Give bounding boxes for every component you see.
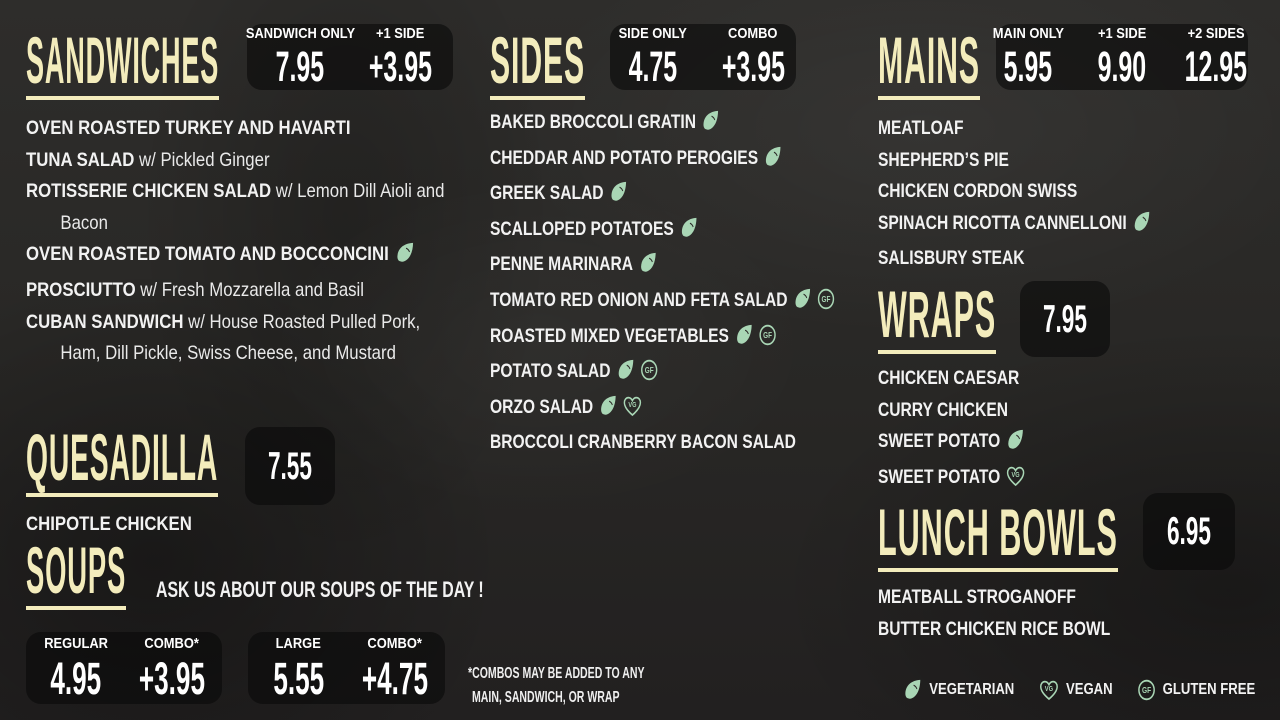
leaf-icon: [1006, 428, 1024, 462]
price-value: 5.95: [1003, 42, 1053, 91]
price-column: [245, 25, 355, 91]
combo-footnote: [468, 662, 728, 710]
svg-text:GF: GF: [762, 329, 772, 340]
price-label: COMBO*: [367, 635, 422, 653]
menu-item-desc: w/ House Roasted Pulled Pork, Ham, Dill Pickle, Swiss Cheese, and Mustard: [60, 310, 421, 365]
menu-item: [490, 249, 890, 285]
pricebox-quesadilla: [245, 427, 335, 505]
menu-item-desc: w/ Pickled Ginger: [139, 148, 270, 171]
price-column: [257, 635, 341, 704]
menu-item: [878, 426, 1230, 462]
list-wraps: [878, 363, 1230, 497]
list-lunch-bowls: [878, 582, 1230, 645]
menu-item: [878, 395, 1230, 427]
price-column: [1078, 25, 1166, 89]
price-label: +1 SIDE: [375, 25, 425, 43]
leaf-icon: [1132, 210, 1150, 244]
menu-item-name: SHEPHERD’S PIE: [878, 148, 1009, 171]
gluten-free-icon: [640, 359, 658, 392]
price-label: MAIN ONLY: [992, 25, 1064, 43]
vegan-heart-icon: [623, 395, 642, 428]
menu-item-name: CHICKEN CAESAR: [878, 367, 1020, 389]
menu-item: [490, 107, 890, 143]
combo-footnote-line2: MAIN, SANDWICH, OR WRAP: [472, 689, 620, 706]
menu-item: [490, 285, 890, 321]
menu-item: [490, 356, 890, 392]
price-column: [609, 25, 697, 89]
section-header-wraps: [878, 276, 997, 354]
soups-note: [156, 577, 611, 603]
list-sides: [490, 107, 890, 459]
menu-item-name: SPINACH RICOTTA CANNELLONI: [878, 211, 1127, 234]
menu-item: [26, 275, 456, 307]
leaf-icon: [764, 145, 782, 179]
section-header-quesadilla: [26, 419, 219, 497]
leaf-icon: [395, 241, 415, 275]
section-title-quesadilla: QUESADILLA: [26, 419, 219, 494]
menu-item: [878, 208, 1230, 244]
menu-item-name: SWEET POTATO: [878, 465, 1001, 488]
section-title-sandwiches: SANDWICHES: [26, 22, 220, 97]
menu-item-name: ROTISSERIE CHICKEN SALAD: [26, 180, 272, 203]
leaf-icon: [793, 287, 811, 321]
price-value: +3.95: [368, 42, 432, 91]
section-header-lunch-bowls: [878, 494, 1118, 572]
section-title-lunch-bowls: LUNCH BOWLS: [878, 494, 1118, 569]
menu-item: [490, 178, 890, 214]
menu-item-name: OVEN ROASTED TURKEY AND HAVARTI: [26, 117, 351, 139]
leaf-icon: [599, 394, 617, 428]
price-value: 7.95: [275, 42, 325, 91]
svg-text:GF: GF: [644, 365, 654, 376]
menu-item: [878, 113, 1230, 145]
menu-item: [490, 392, 890, 428]
price-column: [984, 25, 1072, 89]
price-label: +2 SIDES: [1187, 25, 1245, 43]
menu-item-name: BROCCOLI CRANBERRY BACON SALAD: [490, 431, 796, 454]
menu-item-desc: w/ Lemon Dill Aioli and Bacon: [60, 180, 445, 234]
menu-item: [26, 113, 456, 145]
price-value: 7.55: [267, 444, 313, 488]
menu-item-name: CHICKEN CORDON SWISS: [878, 180, 1078, 203]
menu-item-name: TUNA SALAD: [26, 148, 135, 171]
menu-item-desc: w/ Fresh Mozzarella and Basil: [140, 278, 364, 301]
leaf-icon: [639, 251, 657, 285]
price-column: [709, 25, 797, 89]
menu-item-name: MEATLOAF: [878, 117, 964, 139]
menu-item: [878, 145, 1230, 177]
menu-item: [878, 582, 1230, 614]
price-column: [1172, 25, 1260, 89]
price-value: 9.90: [1097, 42, 1147, 91]
price-label: COMBO*: [144, 635, 200, 653]
price-column: [353, 635, 437, 704]
menu-item-name: CUBAN SANDWICH: [26, 310, 184, 333]
menu-item-name: MEATBALL STROGANOFF: [878, 586, 1076, 608]
menu-item: [490, 143, 890, 179]
svg-text:VG: VG: [1011, 471, 1020, 479]
price-label: +1 SIDE: [1097, 25, 1147, 43]
svg-text:GF: GF: [821, 294, 831, 305]
vegan-heart-icon: [1039, 679, 1059, 701]
menu-item-name: SCALLOPED POTATOES: [490, 217, 674, 240]
menu-item: [26, 176, 456, 239]
pricebox-lunch-bowls: [1143, 493, 1235, 570]
list-mains: [878, 113, 1230, 275]
legend-item: [903, 678, 1014, 701]
gluten-free-icon: [759, 324, 777, 357]
price-value: 5.55: [273, 652, 324, 704]
menu-item-name: CURRY CHICKEN: [878, 398, 1009, 421]
leaf-icon: [679, 216, 697, 250]
legend-label: VEGETARIAN: [929, 680, 1015, 698]
menu-item: [878, 243, 1230, 275]
svg-text:GF: GF: [1141, 684, 1151, 695]
price-label: LARGE: [275, 635, 322, 653]
leaf-icon: [609, 180, 627, 214]
menu-item-name: CHIPOTLE CHICKEN: [26, 513, 192, 535]
price-column: [34, 635, 118, 704]
price-column: [356, 25, 444, 89]
price-label: SIDE ONLY: [618, 25, 688, 43]
price-column: [1151, 512, 1227, 551]
pricebox-sandwiches: [247, 24, 453, 90]
section-header-mains: [878, 24, 980, 100]
pricebox-soups-regular: [26, 632, 222, 704]
price-column: [252, 444, 328, 488]
price-value: +3.95: [138, 652, 206, 704]
menu-item-name: TOMATO RED ONION AND FETA SALAD: [490, 288, 788, 311]
legend-label: GLUTEN FREE: [1162, 680, 1256, 698]
combo-footnote-line1: *COMBOS MAY BE ADDED TO ANY: [468, 665, 645, 682]
leaf-icon: [735, 323, 753, 357]
list-sandwiches: [26, 113, 456, 370]
leaf-icon: [616, 358, 634, 392]
menu-item-name: SWEET POTATO: [878, 430, 1001, 453]
menu-item-name: OVEN ROASTED TOMATO AND BOCCONCINI: [26, 243, 389, 266]
menu-item-name: POTATO SALAD: [490, 360, 611, 383]
price-column: [1027, 297, 1103, 341]
price-column: [130, 635, 214, 704]
section-title-soups: SOUPS: [26, 532, 127, 607]
gluten-free-icon: [1137, 679, 1155, 701]
section-title-sides: SIDES: [490, 22, 586, 97]
vegan-heart-icon: [1006, 465, 1025, 498]
menu-item-name: GREEK SALAD: [490, 182, 604, 205]
menu-item: [26, 307, 456, 370]
menu-item: [878, 363, 1230, 395]
gluten-free-icon: [817, 288, 835, 321]
menu-item: [878, 614, 1230, 646]
pricebox-wraps: [1020, 281, 1110, 357]
leaf-icon: [903, 678, 922, 701]
pricebox-soups-large: [248, 632, 445, 704]
svg-text:VG: VG: [628, 401, 637, 409]
menu-item: [878, 176, 1230, 208]
svg-text:VG: VG: [1044, 684, 1053, 693]
menu-item-name: CHEDDAR AND POTATO PEROGIES: [490, 146, 759, 169]
pricebox-sides: [610, 24, 796, 90]
menu-item-name: ORZO SALAD: [490, 395, 594, 418]
dietary-legend: [903, 678, 1255, 701]
menu-item-name: BUTTER CHICKEN RICE BOWL: [878, 617, 1111, 640]
pricebox-mains: [992, 24, 1248, 91]
menu-item: [490, 427, 890, 459]
price-label: REGULAR: [44, 635, 108, 653]
price-value: +4.75: [361, 652, 428, 704]
section-header-sandwiches: [26, 24, 219, 100]
price-value: 4.95: [50, 652, 102, 704]
price-value: 12.95: [1184, 42, 1248, 91]
legend-label: VEGAN: [1065, 680, 1113, 698]
menu-item-name: PROSCIUTTO: [26, 278, 136, 301]
price-label: SANDWICH ONLY: [245, 25, 355, 43]
menu-item-name: SALISBURY STEAK: [878, 247, 1025, 270]
legend-item: [1039, 679, 1113, 701]
price-value: +3.95: [721, 42, 785, 91]
price-value: 7.95: [1042, 297, 1088, 341]
soups-note-text: ASK US ABOUT OUR SOUPS OF THE DAY !: [156, 577, 484, 602]
section-header-sides: [490, 24, 585, 100]
section-title-mains: MAINS: [878, 22, 980, 97]
price-label: COMBO: [728, 25, 778, 43]
menu-item: [490, 214, 890, 250]
section-title-wraps: WRAPS: [878, 276, 997, 351]
menu-item: [26, 239, 456, 275]
menu-item: [490, 321, 890, 357]
price-value: 6.95: [1166, 510, 1212, 553]
menu-item-name: BAKED BROCCOLI GRATIN: [490, 111, 696, 133]
section-header-soups: [26, 532, 127, 610]
menu-item-name: ROASTED MIXED VEGETABLES: [490, 324, 729, 347]
legend-item: [1137, 679, 1255, 701]
price-value: 4.75: [628, 42, 678, 91]
menu-item: [26, 145, 456, 177]
menu-item-name: PENNE MARINARA: [490, 253, 634, 276]
leaf-icon: [702, 109, 720, 143]
